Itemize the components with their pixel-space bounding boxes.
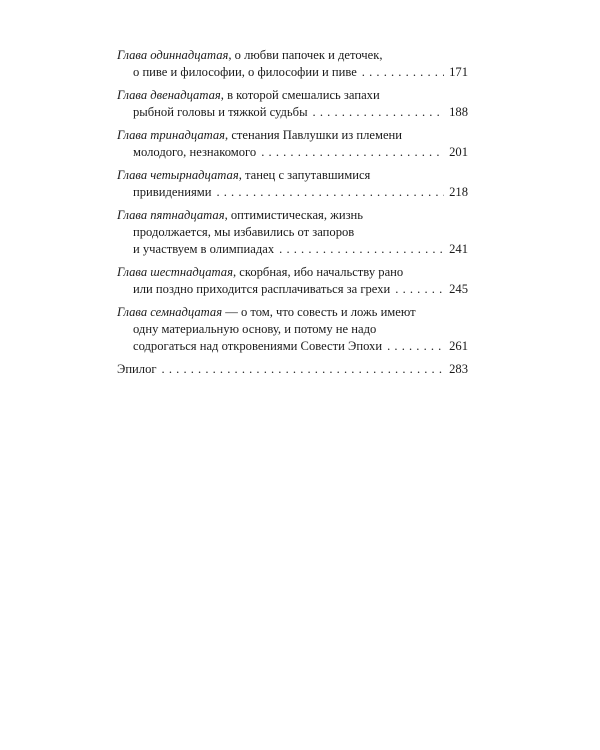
toc-entry-chapter-12 (117, 87, 468, 121)
chapter-description: и участвуем в олимпиадах (133, 242, 275, 256)
epilogue-title: Эпилог (117, 362, 157, 376)
chapter-description: одну материальную основу, и потому не надо (133, 322, 377, 336)
dot-leader (216, 184, 444, 201)
page-number: 171 (449, 65, 468, 79)
chapter-title: Глава одиннадцатая (117, 48, 229, 62)
page-number: 283 (449, 362, 468, 376)
dot-leader (387, 338, 444, 355)
chapter-title: Глава пятнадцатая (117, 208, 225, 222)
page-number: 245 (449, 282, 468, 296)
toc-entry-chapter-16 (117, 264, 468, 298)
chapter-description: продолжается, мы избавились от запоров (133, 225, 355, 239)
chapter-description: , танец с запутавшимися (238, 168, 371, 182)
dot-leader (162, 361, 445, 378)
toc-entry-chapter-13 (117, 127, 468, 161)
chapter-title: Глава двенадцатая (117, 88, 221, 102)
toc-entry-chapter-14 (117, 167, 468, 201)
dot-leader (362, 64, 444, 81)
chapter-description: , оптимистическая, жизнь (224, 208, 364, 222)
chapter-description: привидениями (133, 185, 212, 199)
chapter-description: рыбной головы и тяжкой судьбы (133, 105, 308, 119)
page-number: 218 (449, 185, 468, 199)
toc-entry-chapter-17 (117, 304, 468, 355)
dot-leader (279, 241, 444, 258)
table-of-contents (117, 47, 468, 384)
chapter-description: , стенания Павлушки из племени (225, 128, 403, 142)
chapter-description: или поздно приходится расплачиваться за грехи (133, 282, 391, 296)
chapter-description: , о любви папочек и деточек, (228, 48, 383, 62)
chapter-title: Глава шестнадцатая (117, 265, 233, 279)
chapter-title: Глава семнадцатая (117, 305, 223, 319)
page-number: 201 (449, 145, 468, 159)
chapter-description: о пиве и философии, о философии и пиве (133, 65, 357, 79)
chapter-description: , скорбная, ибо начальству рано (232, 265, 404, 279)
chapter-description: — о том, что совесть и ложь имеют (222, 305, 416, 319)
chapter-title: Глава тринадцатая (117, 128, 226, 142)
toc-entry-chapter-15 (117, 207, 468, 258)
toc-entry-epilogue (117, 361, 468, 378)
chapter-description: , в которой смешались запахи (220, 88, 380, 102)
chapter-title: Глава четырнадцатая (117, 168, 239, 182)
dot-leader (313, 104, 445, 121)
dot-leader (395, 281, 444, 298)
page-number: 188 (449, 105, 468, 119)
toc-entry-chapter-11 (117, 47, 468, 81)
chapter-description: молодого, незнакомого (133, 145, 257, 159)
chapter-description: содрогаться над откровениями Совести Эпохи (133, 339, 383, 353)
dot-leader (261, 144, 444, 161)
page-number: 241 (449, 242, 468, 256)
page-number: 261 (449, 339, 468, 353)
